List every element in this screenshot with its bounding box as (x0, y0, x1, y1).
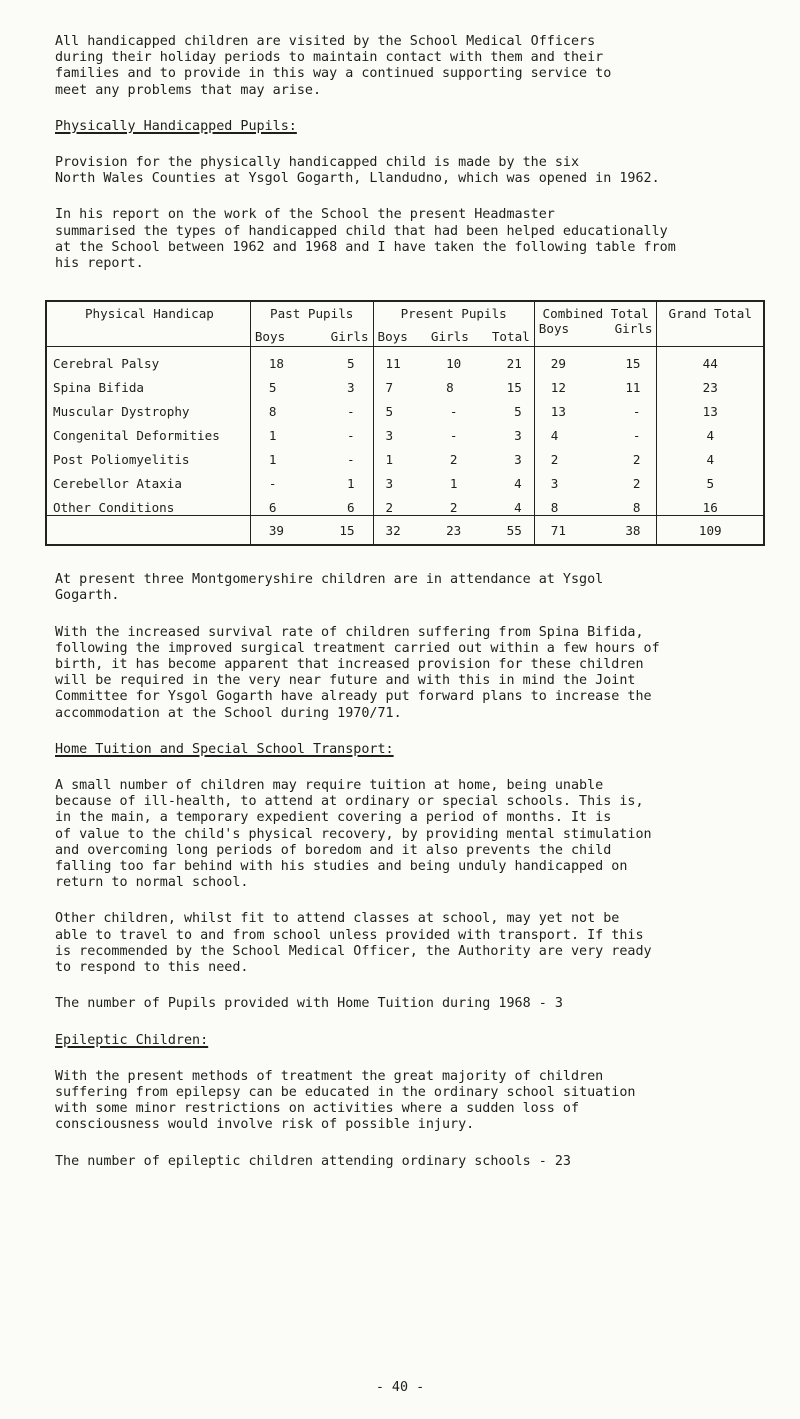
row-past (255, 356, 369, 371)
row-label: Congenital Deformities (46, 419, 250, 443)
row-past (255, 404, 369, 419)
cell-comb-boys: 4 (550, 428, 559, 444)
cell-past-boys: 8 (268, 404, 277, 420)
cell-pres-total: 21 (506, 356, 522, 372)
header-present-girls: Girls (430, 329, 469, 345)
cell-pres-boys: 5 (385, 404, 394, 420)
cell-past-boys: - (268, 476, 277, 492)
cell-past-girls: - (346, 452, 355, 468)
row-label: Spina Bifida (46, 371, 250, 395)
total-present-boys: 32 (385, 522, 401, 538)
table-row (46, 395, 764, 419)
cell-comb-girls: - (632, 428, 641, 444)
physically-handicapped-heading: Physically Handicapped Pupils: (55, 118, 297, 134)
total-combined-girls: 38 (625, 522, 641, 538)
cell-comb-boys: 2 (550, 452, 559, 468)
row-present (378, 428, 530, 443)
header-present-total: Total (491, 329, 530, 345)
after-table-paragraph-2: With the increased survival rate of children suffering from Spina Bifida, following the improved surgical treatment carried out within a few hours of birth, it has become apparent that increased provision for these children will be required in the very near future and with this in mind the Joint Committee for Ysgol Gogarth have already put forward plans to increase the accommodation at the School during 1970/71. (55, 624, 660, 721)
row-combined (539, 500, 653, 515)
row-grand: 23 (657, 371, 764, 395)
row-present (378, 404, 530, 419)
epileptic-heading: Epileptic Children: (55, 1032, 209, 1048)
cell-pres-boys: 11 (385, 356, 401, 372)
header-grand-total: Grand Total (657, 301, 764, 347)
row-combined (539, 476, 653, 491)
cell-past-girls: - (346, 404, 355, 420)
cell-pres-boys: 3 (385, 476, 394, 492)
header-past-pupils (250, 301, 373, 347)
row-grand: 4 (657, 443, 764, 467)
cell-pres-boys: 7 (385, 380, 394, 396)
table-row (46, 491, 764, 516)
row-label: Other Conditions (46, 491, 250, 516)
row-combined (539, 380, 653, 395)
header-past-label: Past Pupils (269, 306, 354, 322)
header-present-boys: Boys (377, 329, 408, 345)
row-label: Cerebral Palsy (46, 347, 250, 372)
table-row (46, 371, 764, 395)
cell-pres-girls: - (449, 404, 458, 420)
row-present (378, 356, 530, 371)
table-header-row (46, 301, 764, 347)
cell-comb-girls: 2 (632, 452, 641, 468)
table-row (46, 443, 764, 467)
cell-pres-total: 3 (514, 452, 522, 468)
row-present (378, 476, 530, 491)
epileptic-count: The number of epileptic children attending ordinary schools - 23 (55, 1153, 571, 1169)
row-grand: 4 (657, 419, 764, 443)
total-past-boys: 39 (268, 522, 285, 538)
cell-pres-total: 15 (506, 380, 522, 396)
row-label: Post Poliomyelitis (46, 443, 250, 467)
table-row (46, 467, 764, 491)
page-number: - 40 - (375, 1380, 425, 1395)
total-present-total: 55 (506, 522, 522, 538)
cell-comb-boys: 13 (550, 404, 566, 420)
cell-comb-girls: 2 (632, 476, 641, 492)
row-combined (539, 404, 653, 419)
cell-past-boys: 1 (268, 452, 277, 468)
row-past (255, 476, 369, 491)
cell-comb-boys: 3 (550, 476, 559, 492)
intro-paragraph: All handicapped children are visited by the School Medical Officers during their holiday periods to maintain contact with them and their families and to provide in this way a continued supporting service to meet any problems that may arise. (55, 34, 612, 98)
header-combined-boys: Boys (538, 321, 570, 337)
cell-pres-total: 4 (514, 500, 522, 516)
cell-pres-girls: 8 (446, 380, 454, 396)
header-present-label: Present Pupils (400, 306, 507, 322)
cell-pres-total: 5 (514, 404, 522, 420)
row-label: Muscular Dystrophy (46, 395, 250, 419)
row-combined (539, 452, 653, 467)
cell-comb-girls: 15 (625, 356, 641, 372)
row-grand: 16 (657, 491, 764, 516)
row-combined (539, 356, 653, 371)
cell-pres-girls: 10 (446, 356, 462, 372)
table-row (46, 419, 764, 443)
home-tuition-count: The number of Pupils provided with Home Tuition during 1968 - 3 (55, 996, 563, 1012)
cell-pres-boys: 2 (385, 500, 394, 516)
after-table-paragraph-1: At present three Montgomeryshire children are in attendance at Ysgol Gogarth. (55, 572, 604, 604)
document-page (55, 34, 767, 1170)
cell-past-girls: - (346, 428, 355, 444)
row-combined (539, 428, 653, 443)
header-present-pupils (373, 301, 534, 347)
row-past (255, 428, 369, 443)
header-combined-total (534, 301, 657, 347)
cell-pres-girls: - (449, 428, 458, 444)
header-combined-label: Combined Total (542, 306, 649, 322)
home-tuition-paragraph-2: Other children, whilst fit to attend classes at school, may yet not be able to travel to and from school unless provided with transport. If this is recommended by the School Medical Officer, the Authority are very ready to respond to this need. (55, 911, 652, 976)
header-past-girls: Girls (330, 329, 369, 345)
physical-paragraph-2: In his report on the work of the School the present Headmaster summarised the types of handicapped child that had been helped educationally at the School between 1962 and 1968 and I have taken the following table from his report. (55, 207, 676, 272)
row-label: Cerebellor Ataxia (46, 467, 250, 491)
cell-past-girls: 1 (346, 476, 355, 492)
cell-past-girls: 3 (346, 380, 355, 396)
table-row (46, 347, 764, 372)
row-past (255, 500, 369, 515)
total-combined-boys: 71 (550, 522, 566, 538)
total-grand: 109 (657, 516, 764, 546)
cell-pres-boys: 3 (385, 428, 394, 444)
header-combined-girls: Girls (614, 321, 653, 337)
cell-comb-girls: - (632, 404, 641, 420)
table-totals-row (46, 516, 764, 546)
physical-paragraph-1: Provision for the physically handicapped child is made by the six North Wales Counties at Ysgol Gogarth, Llandudno, which was opened in 1962. (55, 155, 660, 187)
row-past (255, 452, 369, 467)
cell-pres-boys: 1 (385, 452, 394, 468)
epileptic-paragraph-1: With the present methods of treatment the great majority of children suffering from epilepsy can be educated in the ordinary school situation with some minor restrictions on activities where a sudden loss of consciousness would involve risk of possible injury. (55, 1068, 636, 1133)
row-grand: 13 (657, 395, 764, 419)
home-tuition-paragraph-1: A small number of children may require tuition at home, being unable because of ill-health, to attend at ordinary or special schools. This is, in the main, a temporary expedient covering a period of months. It is of value to the child's physical recovery, by providing mental stimulation and overcoming long periods of boredom and it also prevents the child falling too far behind with his studies and being unduly handicapped on return to normal school. (55, 778, 652, 891)
row-grand: 44 (657, 347, 764, 372)
total-past-girls: 15 (339, 522, 355, 538)
cell-pres-girls: 2 (449, 500, 458, 516)
cell-past-girls: 5 (346, 356, 355, 372)
cell-comb-girls: 11 (625, 380, 641, 396)
row-grand: 5 (657, 467, 764, 491)
cell-past-boys: 5 (268, 380, 277, 396)
cell-past-boys: 18 (268, 356, 285, 372)
cell-past-girls: 6 (346, 500, 355, 516)
home-tuition-heading: Home Tuition and Special School Transport: (55, 741, 394, 757)
cell-comb-boys: 8 (550, 500, 559, 516)
total-present-girls: 23 (446, 522, 462, 538)
cell-pres-girls: 2 (449, 452, 458, 468)
cell-pres-total: 3 (514, 428, 522, 444)
row-past (255, 380, 369, 395)
table-body (46, 347, 764, 516)
cell-past-boys: 6 (268, 500, 277, 516)
cell-past-boys: 1 (268, 428, 277, 444)
cell-comb-girls: 8 (632, 500, 641, 516)
header-handicap: Physical Handicap (46, 301, 250, 347)
row-present (378, 500, 530, 515)
cell-pres-total: 4 (514, 476, 522, 492)
row-present (378, 452, 530, 467)
handicap-table (45, 300, 765, 546)
header-past-boys: Boys (254, 329, 286, 345)
cell-pres-girls: 1 (449, 476, 458, 492)
row-present (378, 380, 530, 395)
cell-comb-boys: 29 (550, 356, 566, 372)
cell-comb-boys: 12 (550, 380, 566, 396)
